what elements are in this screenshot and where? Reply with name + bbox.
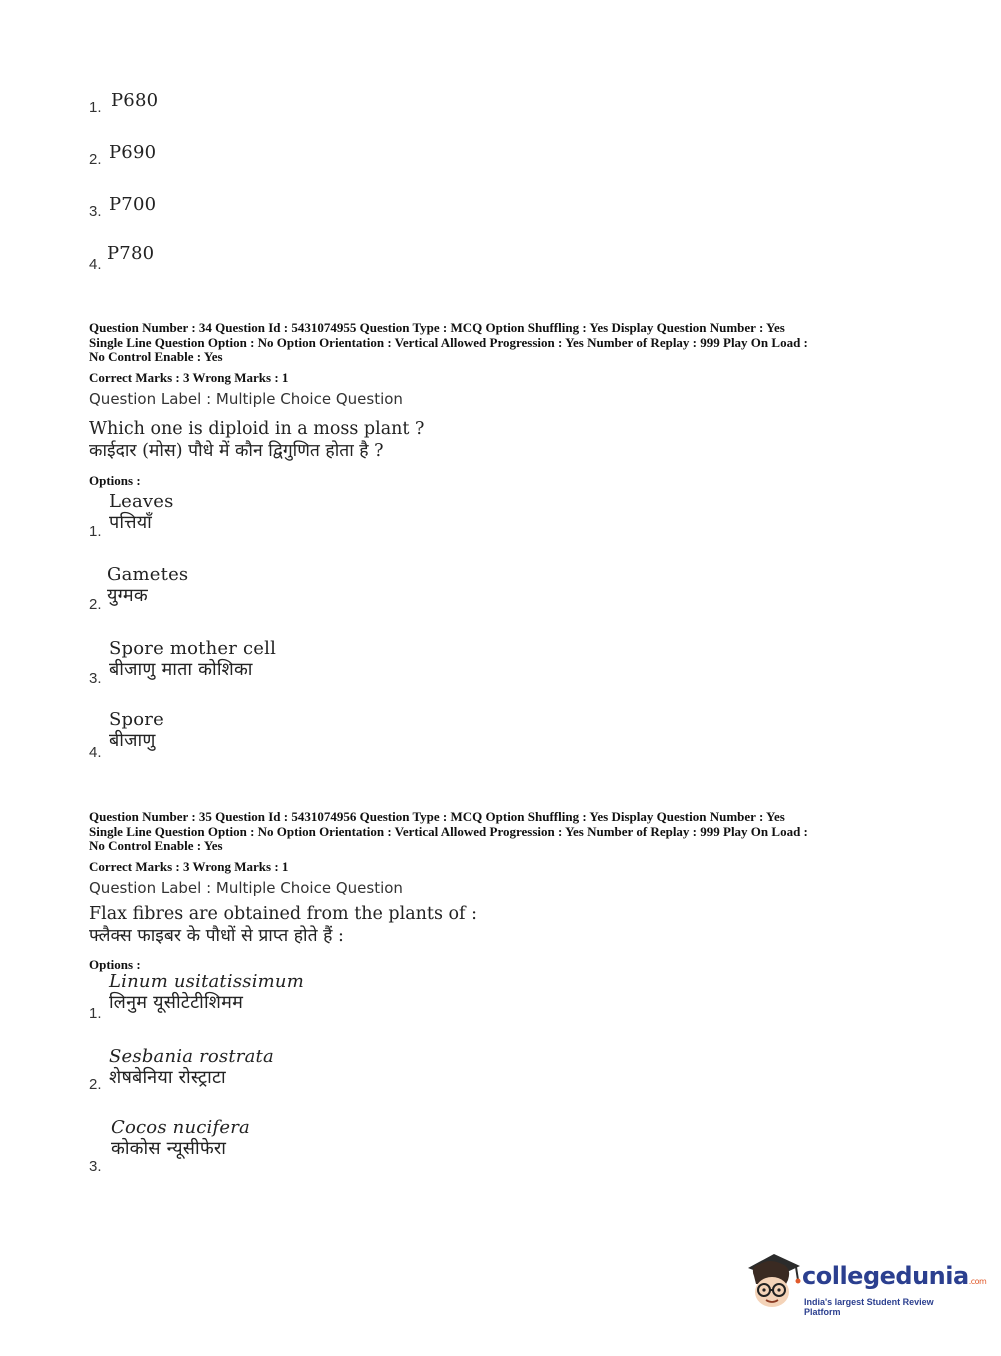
option-text: [109, 638, 276, 680]
option-text-hindi: बीजाणु: [109, 730, 156, 751]
option-number: 2.: [89, 1076, 102, 1093]
option-text: [109, 491, 174, 533]
option-number: 3.: [89, 1158, 102, 1175]
option-text-hindi: लिनुम यूसीटेटीशिमम: [109, 992, 244, 1013]
options-header: Options :: [89, 957, 141, 972]
marks-info: Correct Marks : 3 Wrong Marks : 1: [89, 859, 289, 874]
question-meta-line: Single Line Question Option : No Option Orientation : Vertical Allowed Progression : Yes Number of Replay : 999 Play On Load :: [89, 334, 808, 350]
options-header: Options :: [89, 473, 141, 488]
option-text-hindi: पत्तियाँ: [109, 512, 153, 533]
option-text-hindi: कोकोस न्यूसीफेरा: [111, 1138, 227, 1159]
option-text-english: Spore mother cell: [109, 638, 277, 659]
collegedunia-logo: [742, 1248, 987, 1318]
question-meta-line: Question Number : 34 Question Id : 5431074955 Question Type : MCQ Option Shuffling : Yes Display Question Number : Yes: [89, 320, 785, 335]
option-text-english: Leaves: [109, 491, 174, 512]
marks-info: Correct Marks : 3 Wrong Marks : 1: [89, 370, 289, 385]
option-text-hindi: शेषबेनिया रोस्ट्राटा: [109, 1067, 226, 1088]
logo-tagline: India's largest Student Review Platform: [804, 1297, 934, 1317]
logo-wordmark: [802, 1262, 986, 1290]
option-number: 3.: [89, 670, 102, 687]
question-text: [89, 418, 424, 462]
option-number: 1.: [89, 99, 102, 116]
logo-word: collegedunia: [802, 1262, 969, 1290]
option-number: 1.: [89, 523, 102, 540]
question-text-hindi: फ्लैक्स फाइबर के पौधों से प्राप्त होते हैं :: [89, 926, 344, 946]
question-text-english: Which one is diploid in a moss plant ?: [89, 419, 425, 439]
option-text: [107, 564, 188, 606]
option-text: P690: [109, 142, 157, 163]
option-text: [109, 971, 304, 1013]
option-text-english: Spore: [109, 709, 164, 730]
question-label: Question Label : Multiple Choice Question: [89, 879, 403, 897]
option-number: 2.: [89, 151, 102, 168]
option-text: P700: [109, 194, 157, 215]
question-meta-line: Question Number : 35 Question Id : 5431074956 Question Type : MCQ Option Shuffling : Yes Display Question Number : Yes: [89, 809, 785, 824]
option-text-hindi: बीजाणु माता कोशिका: [109, 659, 253, 680]
question-text-hindi: काईदार (मोस) पौधे में कौन द्विगुणित होता है ?: [89, 441, 384, 461]
option-text: [109, 1046, 274, 1088]
option-text-english: Gametes: [107, 564, 189, 585]
option-text-hindi: युग्मक: [107, 585, 148, 606]
option-number: 3.: [89, 203, 102, 220]
option-number: 2.: [89, 596, 102, 613]
question-text: [89, 903, 477, 947]
logo-domain: .com: [968, 1277, 987, 1286]
option-number: 4.: [89, 256, 102, 273]
question-label: Question Label : Multiple Choice Question: [89, 390, 403, 408]
option-text-english: Sesbania rostrata: [109, 1046, 274, 1067]
option-text: P680: [111, 90, 159, 111]
question-meta-line: No Control Enable : Yes: [89, 349, 223, 364]
question-meta-line: No Control Enable : Yes: [89, 838, 223, 853]
question-meta-line: Single Line Question Option : No Option Orientation : Vertical Allowed Progression : Yes Number of Replay : 999 Play On Load :: [89, 823, 808, 839]
question-meta: [89, 321, 919, 365]
option-number: 4.: [89, 744, 102, 761]
option-text: [109, 709, 164, 751]
option-number: 1.: [89, 1005, 102, 1022]
mascot-icon: [742, 1250, 804, 1312]
option-text: P780: [107, 243, 155, 264]
question-text-english: Flax fibres are obtained from the plants of :: [89, 904, 477, 924]
option-text-english: Cocos nucifera: [111, 1117, 250, 1138]
question-meta: [89, 810, 919, 854]
option-text: [111, 1117, 250, 1159]
option-text-english: Linum usitatissimum: [109, 971, 304, 992]
